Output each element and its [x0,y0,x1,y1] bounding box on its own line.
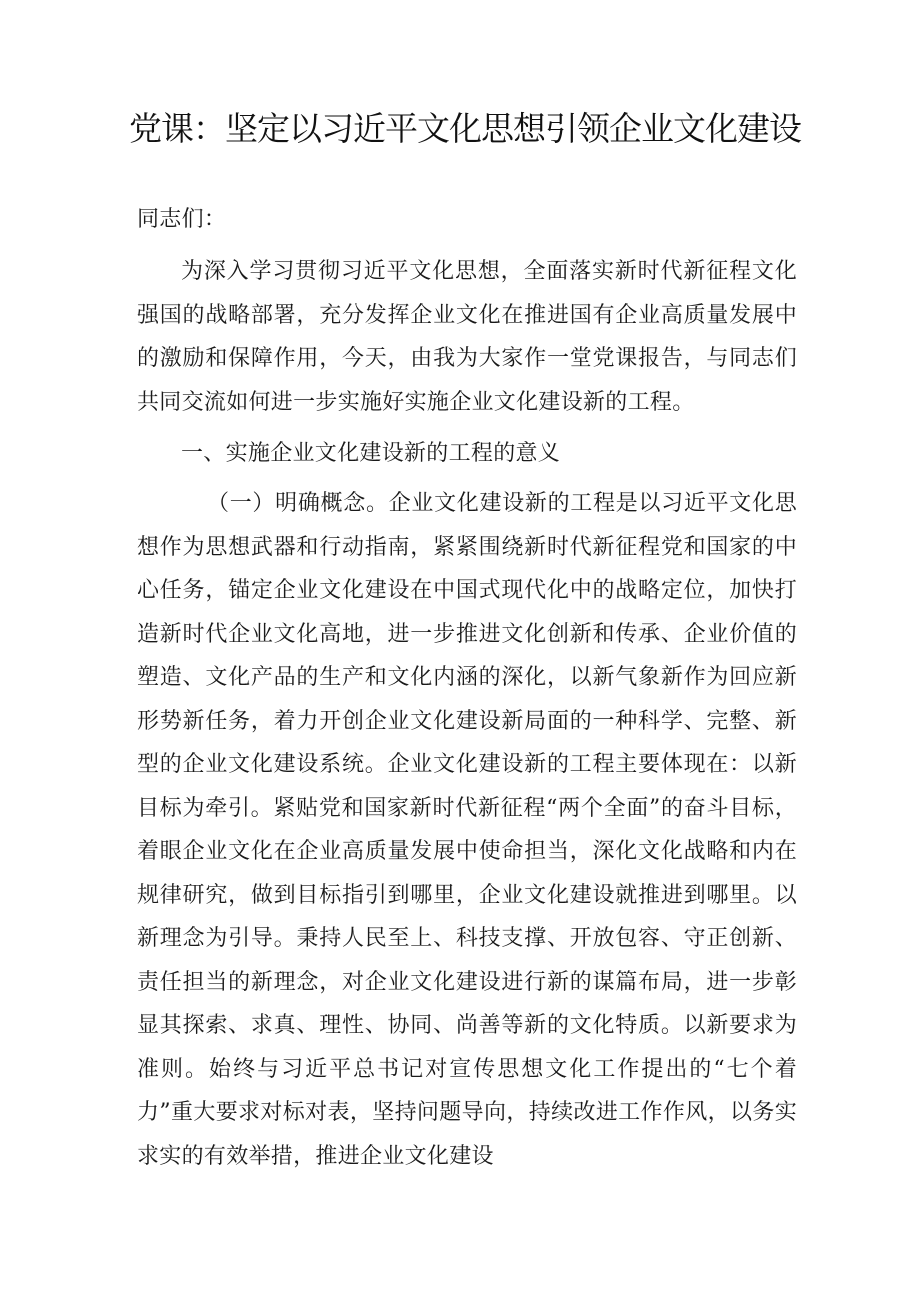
intro-paragraph: 为深入学习贯彻习近平文化思想，全面落实新时代新征程文化强国的战略部署，充分发挥企业文化在推进国有企业高质量发展中的激励和保障作用，今天，由我为大家作一堂党课报告，与同志们共同交流如何进一步实施好实施企业文化建设新的工程。 [137,259,797,415]
section-heading: 一、实施企业文化建设新的工程的意义 [181,441,561,466]
section-paragraph: （一）明确概念。企业文化建设新的工程是以习近平文化思想作为思想武器和行动指南，紧紧围绕新时代新征程党和国家的中心任务，锚定企业文化建设在中国式现代化中的战略定位，加快打造新时代企业文化高地，进一步推进文化创新和传承、企业价值的塑造、文化产品的生产和文化内涵的深化，以新气象新作为回应新形势新任务，着力开创企业文化建设新局面的一种科学、完整、新型的企业文化建设系统。企业文化建设新的工程主要体现在：以新目标为牵引。紧贴党和国家新时代新征程“两个全面”的奋斗目标，着眼企业文化在企业高质量发展中使命担当，深化文化战略和内在规律研究，做到目标指引到哪里，企业文化建设就推进到哪里。以新理念为引导。秉持人民至上、科技支撑、开放包容、守正创新、责任担当的新理念，对企业文化建设进行新的谋篇布局，进一步彰显其探索、求真、理性、协同、尚善等新的文化特质。以新要求为准则。始终与习近平总书记对宣传思想文化工作提出的“七个着力”重大要求对标对表，坚持问题导向，持续改进工作作风，以务实求实的有效举措，推进企业文化建设 [137,491,797,1169]
salutation: 同志们： [137,207,227,232]
document-title: 党课：坚定以习近平文化思想引领企业文化建设 [129,109,801,148]
